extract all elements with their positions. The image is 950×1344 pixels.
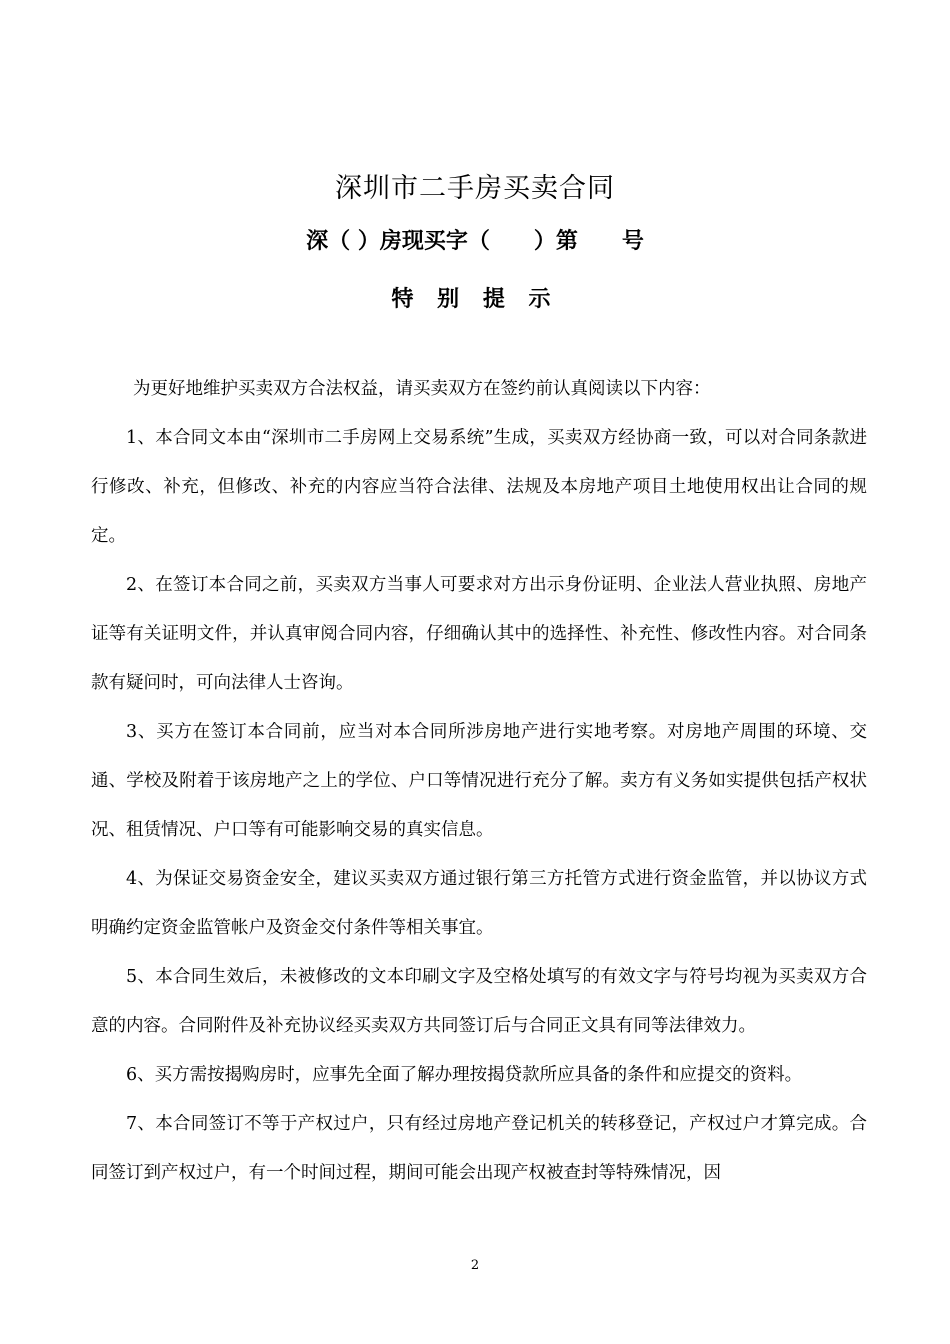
notice-item-3: 3、买方在签订本合同前，应当对本合同所涉房地产进行实地考察。对房地产周围的环境、交通、学校及附着于该房地产之上的学位、户口等情况进行充分了解。卖方有义务如实提供包括产权状况、租赁情况、户口等有可能影响交易的真实信息。: [91, 722, 867, 840]
notice-item-5: 5、本合同生效后，未被修改的文本印刷文字及空格处填写的有效文字与符号均视为买卖双方合意的内容。合同附件及补充协议经买卖双方共同签订后与合同正文具有同等法律效力。: [91, 967, 867, 1036]
page-number: 2: [470, 1258, 480, 1273]
notice-item-1: 1、本合同文本由“深圳市二手房网上交易系统”生成，买卖双方经协商一致，可以对合同条款进行修改、补充，但修改、补充的内容应当符合法律、法规及本房地产项目土地使用权出让合同的规定。: [91, 428, 867, 546]
notice-body: [91, 365, 867, 1198]
contract-title: 深圳市二手房买卖合同: [335, 173, 615, 204]
notice-item-6: 6、买方需按揭购房时，应事先全面了解办理按揭贷款所应具备的条件和应提交的资料。: [126, 1065, 803, 1085]
notice-item-7: 7、本合同签订不等于产权过户，只有经过房地产登记机关的转移登记，产权过户才算完成。合同签订到产权过户，有一个时间过程，期间可能会出现产权被查封等特殊情况，因: [91, 1114, 867, 1183]
notice-item-2: 2、在签订本合同之前，买卖双方当事人可要求对方出示身份证明、企业法人营业执照、房地产证等有关证明文件，并认真审阅合同内容，仔细确认其中的选择性、补充性、修改性内容。对合同条款有疑问时，可向法律人士咨询。: [91, 575, 867, 693]
special-notice-heading: 特 别 提 示: [391, 287, 559, 312]
contract-number: 深（ ）房现买字（ ）第 号: [306, 229, 644, 254]
notice-item-4: 4、为保证交易资金安全，建议买卖双方通过银行第三方托管方式进行资金监管，并以协议方式明确约定资金监管帐户及资金交付条件等相关事宜。: [91, 869, 867, 938]
notice-intro: 为更好地维护买卖双方合法权益，请买卖双方在签约前认真阅读以下内容：: [133, 379, 711, 399]
